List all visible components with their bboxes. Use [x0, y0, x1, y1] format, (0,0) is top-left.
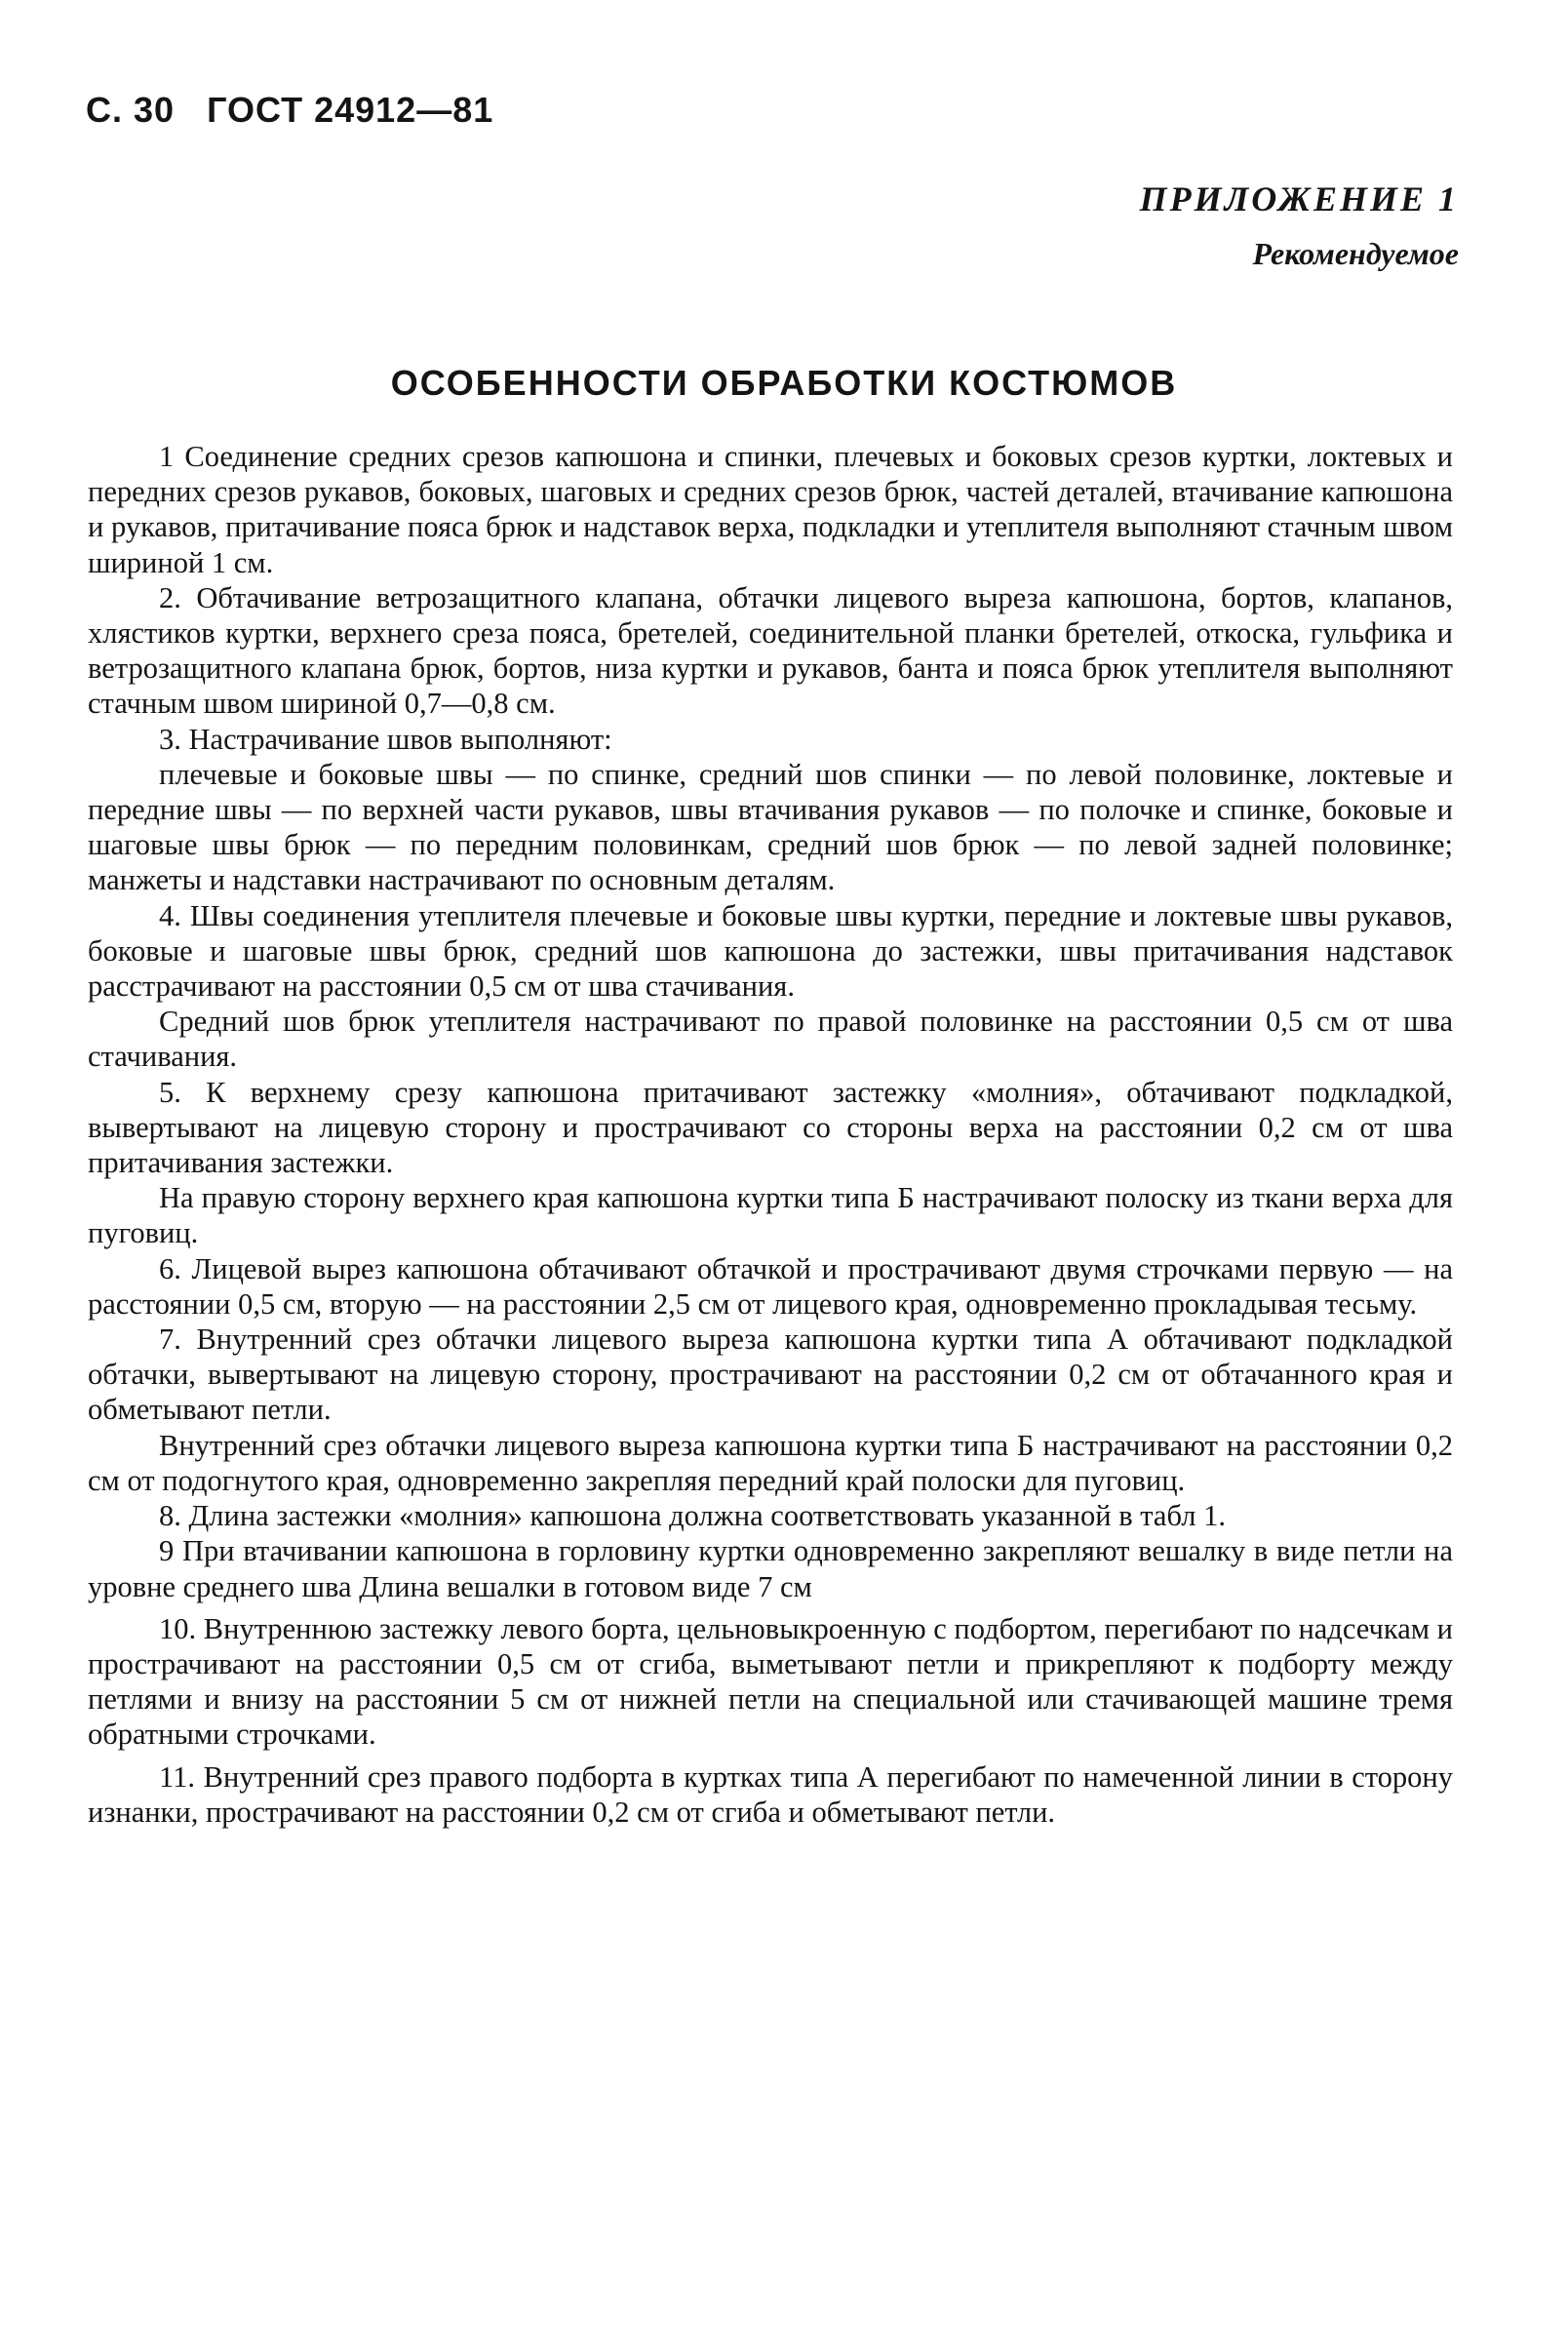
paragraph-4: 4. Швы соединения утеплителя плечевые и боковые швы куртки, передние и локтевые швы рукавов, боковые и шаговые швы брюк, средний шов капюшона до застежки, швы притачивания надставок расстрачивают на расстоянии 0,5 см от шва стачивания. — [88, 898, 1453, 1004]
paragraph-7: 7. Внутренний срез обтачки лицевого выреза капюшона куртки типа А обтачивают подкладкой обтачки, вывертывают на лицевую сторону, прострачивают на расстоянии 0,2 см от обтачанного края и обметывают петли. — [88, 1323, 1453, 1427]
paragraph-10: 10. Внутреннюю застежку левого борта, цельновыкроенную с подбортом, перегибают по надсечкам и прострачивают на расстоянии 0,5 см от сгиба, выметывают петли и прикрепляют к подборту между петлями и внизу на расстоянии 5 см от нижней петли на специальной или стачивающей машине тремя обратными строчками. — [88, 1611, 1453, 1752]
standard-number: ГОСТ 24912—81 — [207, 90, 494, 130]
paragraph-9: 9 При втачивании капюшона в горловину куртки одновременно закрепляют вешалку в виде петли на уровне среднего шва Длина вешалки в готовом виде 7 см — [88, 1534, 1453, 1603]
page-number: С. 30 — [86, 90, 176, 130]
document-title: ОСОБЕННОСТИ ОБРАБОТКИ КОСТЮМОВ — [390, 363, 1178, 403]
paragraph-5-extra: На правую сторону верхнего края капюшона куртки типа Б настрачивают полоску из ткани верха для пуговиц. — [88, 1181, 1453, 1250]
paragraph-8: 8. Длина застежки «молния» капюшона должна соответствовать указанной в табл 1. — [159, 1499, 1226, 1533]
page-header — [86, 90, 515, 131]
paragraph-3-details: плечевые и боковые швы — по спинке, средний шов спинки — по левой половинке, локтевые и передние швы — по верхней части рукавов, швы втачивания рукавов — по полочке и спинке, боковые и шаговые швы брюк — по передним половинкам, средний шов брюк — по левой задней половинке; манжеты и надставки настрачивают по основным деталям. — [88, 757, 1453, 897]
paragraph-6: 6. Лицевой вырез капюшона обтачивают обтачкой и прострачивают двумя строчками первую — на расстоянии 0,5 см, вторую — на расстоянии 2,5 см от лицевого края, одновременно прокладывая тесьму. — [88, 1251, 1453, 1321]
paragraph-5: 5. К верхнему срезу капюшона притачивают застежку «молния», обтачивают подкладкой, вывертывают на лицевую сторону и прострачивают со стороны верха на расстоянии 0,2 см от шва притачивания застежки. — [88, 1075, 1453, 1180]
appendix-block — [1140, 176, 1459, 283]
paragraph-11: 11. Внутренний срез правого подборта в куртках типа А перегибают по намеченной линии в сторону изнанки, прострачивают на расстоянии 0,2 см от сгиба и обметывают петли. — [88, 1759, 1453, 1829]
paragraph-7-extra: Внутренний срез обтачки лицевого выреза капюшона куртки типа Б настрачивают на расстоянии 0,2 см от подогнутого края, одновременно закрепляя передний край полоски для пуговиц. — [88, 1428, 1453, 1497]
paragraph-3: 3. Настрачивание швов выполняют: — [159, 722, 612, 756]
appendix-subtitle: Рекомендуемое — [1252, 236, 1459, 271]
document-body — [88, 439, 1453, 1830]
paragraph-2: 2. Обтачивание ветрозащитного клапана, обтачки лицевого выреза капюшона, бортов, клапанов, хлястиков куртки, верхнего среза пояса, бретелей, соединительной планки бретелей, откоска, гульфика и ветрозащитного клапана брюк, бортов, низа куртки и рукавов, банта и пояса брюк утеплителя выполняют стачным швом шириной 0,7—0,8 см. — [88, 580, 1453, 721]
paragraph-4-extra: Средний шов брюк утеплителя настрачивают по правой половинке на расстоянии 0,5 см от шва стачивания. — [88, 1005, 1453, 1074]
paragraph-1: 1 Соединение средних срезов капюшона и спинки, плечевых и боковых срезов куртки, локтевых и передних срезов рукавов, боковых, шаговых и средних срезов брюк, частей деталей, втачивание капюшона и рукавов, притачивание пояса брюк и надставок верха, подкладки и утеплителя выполняют стачным швом шириной 1 см. — [88, 440, 1453, 579]
appendix-title: ПРИЛОЖЕНИЕ 1 — [1139, 179, 1459, 218]
